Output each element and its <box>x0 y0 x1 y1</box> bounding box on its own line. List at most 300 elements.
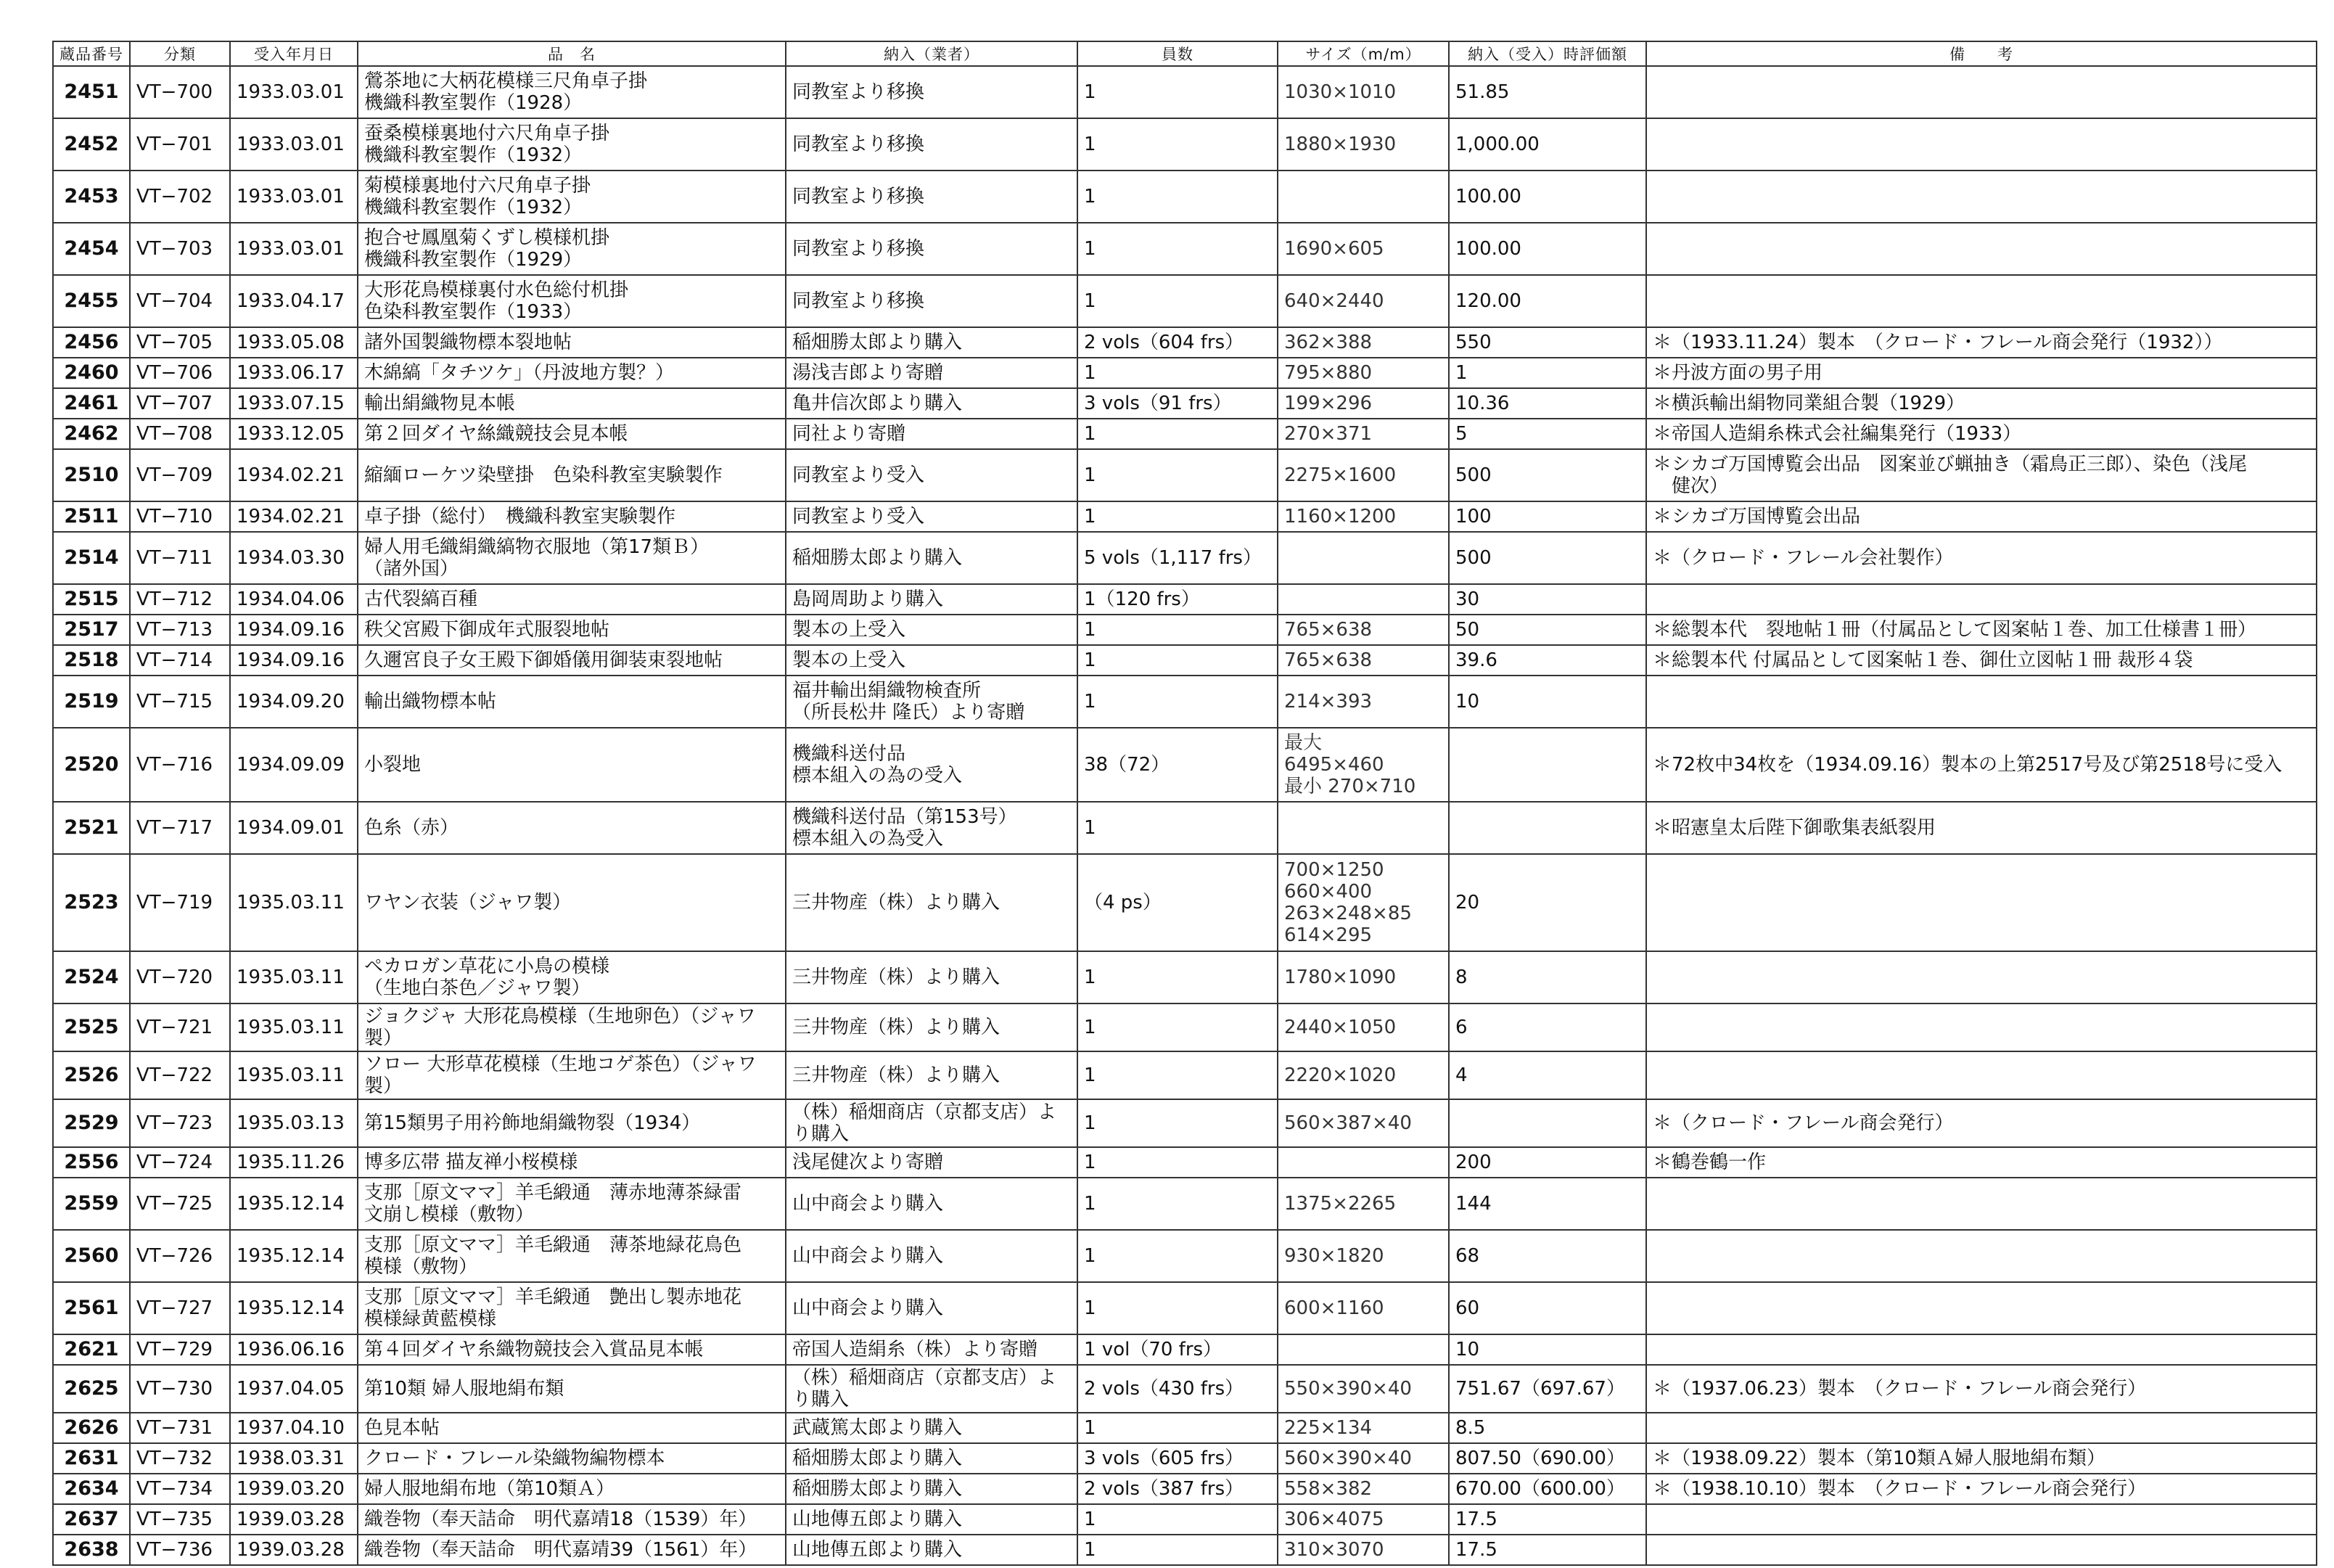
cell-category: VT−707 <box>130 388 230 419</box>
cell-remarks: ＊（クロード・フレール商会発行） <box>1646 1099 2317 1147</box>
cell-remarks <box>1646 275 2317 327</box>
cell-item-name: 輸出絹織物見本帳 <box>358 388 786 419</box>
cell-date: 1939.03.20 <box>230 1474 358 1504</box>
cell-supplier: 三井物産（株）より購入 <box>786 854 1077 951</box>
table-row <box>53 951 2317 1003</box>
cell-value: 4 <box>1449 1051 1646 1099</box>
table-row <box>53 1365 2317 1413</box>
cell-item-number: 2453 <box>53 171 130 223</box>
cell-item-number: 2520 <box>53 728 130 802</box>
cell-quantity: 1 <box>1077 615 1278 645</box>
cell-quantity: 5 vols（1,117 frs） <box>1077 532 1278 584</box>
cell-date: 1933.06.17 <box>230 358 358 388</box>
cell-quantity: 1 <box>1077 1099 1278 1147</box>
cell-item-name: 第４回ダイヤ糸織物競技会入賞品見本帳 <box>358 1334 786 1365</box>
cell-size: 765×638 <box>1278 645 1449 676</box>
cell-date: 1934.02.21 <box>230 501 358 532</box>
cell-date: 1935.03.13 <box>230 1099 358 1147</box>
catalog-table <box>52 41 2317 1566</box>
cell-remarks: ＊（1938.10.10）製本 （クロード・フレール商会発行） <box>1646 1474 2317 1504</box>
cell-quantity: 3 vols（605 frs） <box>1077 1443 1278 1474</box>
cell-item-name: 婦人用毛織絹織縞物衣服地（第17類Ｂ） （諸外国） <box>358 532 786 584</box>
cell-quantity: 1 <box>1077 802 1278 854</box>
cell-quantity: 1 <box>1077 223 1278 275</box>
cell-item-number: 2529 <box>53 1099 130 1147</box>
cell-value: 100.00 <box>1449 223 1646 275</box>
table-row <box>53 1178 2317 1230</box>
cell-size: 700×1250 660×400 263×248×85 614×295 <box>1278 854 1449 951</box>
table-row <box>53 501 2317 532</box>
cell-item-name: 久邇宮良子女王殿下御婚儀用御装束裂地帖 <box>358 645 786 676</box>
cell-item-number: 2514 <box>53 532 130 584</box>
cell-date: 1933.05.08 <box>230 327 358 358</box>
cell-value: 120.00 <box>1449 275 1646 327</box>
cell-supplier: 山中商会より購入 <box>786 1230 1077 1282</box>
cell-supplier: 製本の上受入 <box>786 615 1077 645</box>
cell-supplier: 同教室より移換 <box>786 223 1077 275</box>
cell-item-name: 縮緬ローケツ染壁掛 色染科教室実験製作 <box>358 449 786 501</box>
table-row <box>53 118 2317 171</box>
cell-quantity: 1 <box>1077 645 1278 676</box>
table-row <box>53 1443 2317 1474</box>
cell-size: 2275×1600 <box>1278 449 1449 501</box>
table-row <box>53 327 2317 358</box>
cell-item-name: 支那［原文ママ］羊毛緞通 薄茶地緑花鳥色 模様（敷物） <box>358 1230 786 1282</box>
cell-value: 807.50（690.00） <box>1449 1443 1646 1474</box>
cell-date: 1934.09.01 <box>230 802 358 854</box>
cell-quantity: 1（120 frs） <box>1077 584 1278 615</box>
cell-category: VT−702 <box>130 171 230 223</box>
table-row <box>53 1282 2317 1334</box>
cell-item-number: 2452 <box>53 118 130 171</box>
cell-remarks: ＊昭憲皇太后陛下御歌集表紙裂用 <box>1646 802 2317 854</box>
table-row <box>53 1334 2317 1365</box>
cell-size: 795×880 <box>1278 358 1449 388</box>
cell-date: 1935.03.11 <box>230 1051 358 1099</box>
cell-category: VT−708 <box>130 419 230 449</box>
table-row <box>53 1147 2317 1178</box>
cell-quantity: 1 <box>1077 118 1278 171</box>
header-date: 受入年月日 <box>230 41 358 66</box>
cell-category: VT−719 <box>130 854 230 951</box>
cell-date: 1937.04.10 <box>230 1413 358 1443</box>
cell-remarks <box>1646 1178 2317 1230</box>
cell-supplier: 稲畑勝太郎より購入 <box>786 327 1077 358</box>
cell-remarks: ＊総製本代 付属品として図案帖１巻、御仕立図帖１冊 裁形４袋 <box>1646 645 2317 676</box>
cell-supplier: 山地傳五郎より購入 <box>786 1504 1077 1535</box>
cell-value: 17.5 <box>1449 1504 1646 1535</box>
cell-supplier: 同教室より受入 <box>786 501 1077 532</box>
cell-item-name: 織巻物（奉天詰命 明代嘉靖18（1539）年） <box>358 1504 786 1535</box>
table-row <box>53 1051 2317 1099</box>
cell-date: 1933.04.17 <box>230 275 358 327</box>
cell-remarks <box>1646 223 2317 275</box>
cell-item-name: 織巻物（奉天詰命 明代嘉靖39（1561）年） <box>358 1535 786 1565</box>
cell-item-number: 2461 <box>53 388 130 419</box>
cell-quantity: 1 <box>1077 449 1278 501</box>
cell-value <box>1449 802 1646 854</box>
cell-item-number: 2517 <box>53 615 130 645</box>
cell-value: 100 <box>1449 501 1646 532</box>
cell-size: 558×382 <box>1278 1474 1449 1504</box>
cell-item-number: 2519 <box>53 676 130 728</box>
cell-category: VT−723 <box>130 1099 230 1147</box>
cell-remarks <box>1646 118 2317 171</box>
cell-category: VT−720 <box>130 951 230 1003</box>
cell-category: VT−727 <box>130 1282 230 1334</box>
cell-item-number: 2556 <box>53 1147 130 1178</box>
cell-value <box>1449 1099 1646 1147</box>
cell-size: 362×388 <box>1278 327 1449 358</box>
cell-category: VT−700 <box>130 66 230 118</box>
cell-size: 1880×1930 <box>1278 118 1449 171</box>
cell-date: 1935.12.14 <box>230 1178 358 1230</box>
cell-remarks <box>1646 1282 2317 1334</box>
cell-supplier: 山中商会より購入 <box>786 1178 1077 1230</box>
cell-date: 1934.03.30 <box>230 532 358 584</box>
cell-category: VT−730 <box>130 1365 230 1413</box>
table-row <box>53 1230 2317 1282</box>
cell-size: 199×296 <box>1278 388 1449 419</box>
cell-item-name: ワヤン衣装（ジャワ製） <box>358 854 786 951</box>
cell-value: 670.00（600.00） <box>1449 1474 1646 1504</box>
cell-date: 1936.06.16 <box>230 1334 358 1365</box>
cell-item-name: 第15類男子用衿飾地絹織物裂（1934） <box>358 1099 786 1147</box>
cell-remarks <box>1646 584 2317 615</box>
cell-date: 1933.03.01 <box>230 66 358 118</box>
cell-remarks: ＊（クロード・フレール会社製作） <box>1646 532 2317 584</box>
cell-item-name: 秩父宮殿下御成年式服裂地帖 <box>358 615 786 645</box>
cell-category: VT−704 <box>130 275 230 327</box>
cell-item-number: 2621 <box>53 1334 130 1365</box>
cell-value: 500 <box>1449 449 1646 501</box>
cell-supplier: 同教室より移換 <box>786 66 1077 118</box>
cell-item-number: 2511 <box>53 501 130 532</box>
cell-date: 1939.03.28 <box>230 1535 358 1565</box>
table-row <box>53 728 2317 802</box>
cell-item-name: 蚕桑模様裏地付六尺角卓子掛 機織科教室製作（1932） <box>358 118 786 171</box>
cell-quantity: 3 vols（91 frs） <box>1077 388 1278 419</box>
cell-value: 60 <box>1449 1282 1646 1334</box>
cell-supplier: 三井物産（株）より購入 <box>786 1003 1077 1051</box>
cell-item-number: 2560 <box>53 1230 130 1282</box>
cell-quantity: 1 <box>1077 501 1278 532</box>
cell-item-number: 2515 <box>53 584 130 615</box>
cell-size: 1160×1200 <box>1278 501 1449 532</box>
table-row <box>53 645 2317 676</box>
cell-supplier: 製本の上受入 <box>786 645 1077 676</box>
cell-item-number: 2518 <box>53 645 130 676</box>
cell-supplier: 山中商会より購入 <box>786 1282 1077 1334</box>
cell-quantity: 38（72） <box>1077 728 1278 802</box>
cell-size: 640×2440 <box>1278 275 1449 327</box>
cell-supplier: 同教室より移換 <box>786 275 1077 327</box>
cell-quantity: 1 <box>1077 1003 1278 1051</box>
cell-item-name: ジョクジャ 大形花鳥模様（生地卵色）（ジャワ製） <box>358 1003 786 1051</box>
cell-item-number: 2561 <box>53 1282 130 1334</box>
header-row <box>53 41 2317 66</box>
cell-supplier: 稲畑勝太郎より購入 <box>786 532 1077 584</box>
cell-value: 550 <box>1449 327 1646 358</box>
cell-value: 10.36 <box>1449 388 1646 419</box>
cell-date: 1935.12.14 <box>230 1230 358 1282</box>
cell-value <box>1449 728 1646 802</box>
cell-remarks: ＊丹波方面の男子用 <box>1646 358 2317 388</box>
cell-remarks: ＊シカゴ万国博覧会出品 <box>1646 501 2317 532</box>
cell-quantity: 1 <box>1077 1178 1278 1230</box>
cell-category: VT−722 <box>130 1051 230 1099</box>
cell-category: VT−734 <box>130 1474 230 1504</box>
cell-category: VT−713 <box>130 615 230 645</box>
header-remarks: 備 考 <box>1646 41 2317 66</box>
cell-date: 1933.07.15 <box>230 388 358 419</box>
cell-quantity: 1 <box>1077 1230 1278 1282</box>
cell-category: VT−706 <box>130 358 230 388</box>
cell-item-number: 2634 <box>53 1474 130 1504</box>
cell-supplier: （株）稲畑商店（京都支店）より購入 <box>786 1365 1077 1413</box>
table-row <box>53 1535 2317 1565</box>
cell-size: 1780×1090 <box>1278 951 1449 1003</box>
table-row <box>53 676 2317 728</box>
cell-date: 1934.09.16 <box>230 645 358 676</box>
cell-item-number: 2451 <box>53 66 130 118</box>
cell-remarks <box>1646 854 2317 951</box>
cell-quantity: （4 ps） <box>1077 854 1278 951</box>
cell-remarks <box>1646 951 2317 1003</box>
cell-remarks <box>1646 66 2317 118</box>
cell-size: 270×371 <box>1278 419 1449 449</box>
cell-size: 214×393 <box>1278 676 1449 728</box>
cell-item-name: 抱合せ鳳凰菊くずし模様机掛 機織科教室製作（1929） <box>358 223 786 275</box>
cell-item-number: 2454 <box>53 223 130 275</box>
cell-item-number: 2455 <box>53 275 130 327</box>
cell-quantity: 1 <box>1077 171 1278 223</box>
cell-supplier: 同教室より移換 <box>786 171 1077 223</box>
cell-remarks: ＊（1933.11.24）製本 （クロード・フレール商会発行（1932）） <box>1646 327 2317 358</box>
cell-item-name: 婦人服地絹布地（第10類Ａ） <box>358 1474 786 1504</box>
cell-size: 2220×1020 <box>1278 1051 1449 1099</box>
cell-size: 765×638 <box>1278 615 1449 645</box>
table-row <box>53 275 2317 327</box>
cell-item-name: 諸外国製織物標本裂地帖 <box>358 327 786 358</box>
cell-supplier: 帝国人造絹糸（株）より寄贈 <box>786 1334 1077 1365</box>
cell-quantity: 2 vols（604 frs） <box>1077 327 1278 358</box>
cell-value: 17.5 <box>1449 1535 1646 1565</box>
cell-item-name: 菊模様裏地付六尺角卓子掛 機織科教室製作（1932） <box>358 171 786 223</box>
cell-date: 1935.11.26 <box>230 1147 358 1178</box>
cell-item-name: 第10類 婦人服地絹布類 <box>358 1365 786 1413</box>
cell-remarks <box>1646 1051 2317 1099</box>
cell-supplier: 福井輸出絹織物検査所 （所長松井 隆氏）より寄贈 <box>786 676 1077 728</box>
cell-supplier: 機織科送付品 標本組入の為の受入 <box>786 728 1077 802</box>
cell-quantity: 1 <box>1077 1535 1278 1565</box>
cell-supplier: 島岡周助より購入 <box>786 584 1077 615</box>
cell-value: 1 <box>1449 358 1646 388</box>
cell-quantity: 1 <box>1077 1413 1278 1443</box>
cell-item-name: 博多広帯 描友禅小桜模様 <box>358 1147 786 1178</box>
cell-date: 1939.03.28 <box>230 1504 358 1535</box>
table-row <box>53 419 2317 449</box>
cell-category: VT−726 <box>130 1230 230 1282</box>
cell-remarks <box>1646 1334 2317 1365</box>
cell-quantity: 1 vol（70 frs） <box>1077 1334 1278 1365</box>
cell-item-number: 2510 <box>53 449 130 501</box>
cell-remarks: ＊横浜輸出絹物同業組合製（1929） <box>1646 388 2317 419</box>
cell-item-name: 大形花鳥模様裏付水色総付机掛 色染科教室製作（1933） <box>358 275 786 327</box>
cell-value: 30 <box>1449 584 1646 615</box>
table-row <box>53 449 2317 501</box>
cell-remarks: ＊シカゴ万国博覧会出品 図案並び蝋抽き（霜鳥正三郎）、染色（浅尾 健次） <box>1646 449 2317 501</box>
cell-value: 10 <box>1449 1334 1646 1365</box>
cell-date: 1934.04.06 <box>230 584 358 615</box>
cell-item-number: 2638 <box>53 1535 130 1565</box>
cell-item-name: 卓子掛（総付） 機織科教室実験製作 <box>358 501 786 532</box>
cell-value: 51.85 <box>1449 66 1646 118</box>
cell-size: 1690×605 <box>1278 223 1449 275</box>
catalog-sheet <box>52 41 2316 1566</box>
cell-value: 8.5 <box>1449 1413 1646 1443</box>
cell-quantity: 1 <box>1077 358 1278 388</box>
cell-item-number: 2625 <box>53 1365 130 1413</box>
cell-category: VT−710 <box>130 501 230 532</box>
cell-remarks <box>1646 1535 2317 1565</box>
cell-quantity: 1 <box>1077 676 1278 728</box>
cell-item-name: クロード・フレール染織物編物標本 <box>358 1443 786 1474</box>
cell-item-name: 鶯茶地に大柄花模様三尺角卓子掛 機織科教室製作（1928） <box>358 66 786 118</box>
cell-size <box>1278 584 1449 615</box>
cell-item-name: 色糸（赤） <box>358 802 786 854</box>
cell-category: VT−709 <box>130 449 230 501</box>
cell-date: 1935.03.11 <box>230 1003 358 1051</box>
cell-date: 1933.03.01 <box>230 223 358 275</box>
cell-remarks: ＊（1938.09.22）製本（第10類Ａ婦人服地絹布類） <box>1646 1443 2317 1474</box>
cell-supplier: 亀井信次郎より購入 <box>786 388 1077 419</box>
table-row <box>53 1413 2317 1443</box>
cell-size: 560×390×40 <box>1278 1443 1449 1474</box>
cell-value: 200 <box>1449 1147 1646 1178</box>
cell-item-number: 2460 <box>53 358 130 388</box>
table-row <box>53 171 2317 223</box>
cell-item-name: 支那［原文ママ］羊毛緞通 薄赤地薄茶緑雷 文崩し模様（敷物） <box>358 1178 786 1230</box>
cell-size <box>1278 802 1449 854</box>
cell-item-name: 木綿縞「タチツケ」（丹波地方製？） <box>358 358 786 388</box>
cell-value: 8 <box>1449 951 1646 1003</box>
cell-item-number: 2525 <box>53 1003 130 1051</box>
cell-date: 1935.12.14 <box>230 1282 358 1334</box>
cell-item-number: 2462 <box>53 419 130 449</box>
cell-remarks: ＊72枚中34枚を（1934.09.16）製本の上第2517号及び第2518号に受入 <box>1646 728 2317 802</box>
cell-value: 751.67（697.67） <box>1449 1365 1646 1413</box>
cell-item-number: 2631 <box>53 1443 130 1474</box>
table-body <box>53 66 2317 1565</box>
cell-item-number: 2521 <box>53 802 130 854</box>
cell-item-name: ソロー 大形草花模様（生地コゲ茶色）（ジャワ製） <box>358 1051 786 1099</box>
cell-supplier: 三井物産（株）より購入 <box>786 951 1077 1003</box>
cell-size <box>1278 532 1449 584</box>
cell-item-number: 2456 <box>53 327 130 358</box>
cell-size: 225×134 <box>1278 1413 1449 1443</box>
cell-date: 1934.09.09 <box>230 728 358 802</box>
cell-size: 600×1160 <box>1278 1282 1449 1334</box>
table-row <box>53 1099 2317 1147</box>
cell-date: 1933.12.05 <box>230 419 358 449</box>
cell-category: VT−711 <box>130 532 230 584</box>
cell-supplier: 機織科送付品（第153号） 標本組入の為受入 <box>786 802 1077 854</box>
cell-date: 1938.03.31 <box>230 1443 358 1474</box>
table-row <box>53 584 2317 615</box>
cell-value: 50 <box>1449 615 1646 645</box>
cell-value: 1,000.00 <box>1449 118 1646 171</box>
cell-value: 39.6 <box>1449 645 1646 676</box>
cell-supplier: 三井物産（株）より購入 <box>786 1051 1077 1099</box>
cell-supplier: 山地傳五郎より購入 <box>786 1535 1077 1565</box>
cell-item-name: 支那［原文ママ］羊毛緞通 艶出し製赤地花 模様緑黄藍模様 <box>358 1282 786 1334</box>
cell-size <box>1278 1147 1449 1178</box>
table-row <box>53 1504 2317 1535</box>
cell-item-name: ペカロガン草花に小鳥の模様 （生地白茶色／ジャワ製） <box>358 951 786 1003</box>
cell-size <box>1278 171 1449 223</box>
cell-item-number: 2523 <box>53 854 130 951</box>
cell-item-name: 小裂地 <box>358 728 786 802</box>
cell-item-name: 輸出織物標本帖 <box>358 676 786 728</box>
cell-supplier: （株）稲畑商店（京都支店）より購入 <box>786 1099 1077 1147</box>
table-row <box>53 223 2317 275</box>
cell-item-number: 2637 <box>53 1504 130 1535</box>
cell-category: VT−717 <box>130 802 230 854</box>
table-row <box>53 1474 2317 1504</box>
cell-remarks <box>1646 1504 2317 1535</box>
cell-value: 144 <box>1449 1178 1646 1230</box>
cell-date: 1935.03.11 <box>230 951 358 1003</box>
cell-category: VT−716 <box>130 728 230 802</box>
cell-quantity: 2 vols（387 frs） <box>1077 1474 1278 1504</box>
cell-quantity: 1 <box>1077 951 1278 1003</box>
cell-category: VT−703 <box>130 223 230 275</box>
cell-remarks: ＊総製本代 裂地帖１冊（付属品として図案帖１巻、加工仕様書１冊） <box>1646 615 2317 645</box>
cell-category: VT−725 <box>130 1178 230 1230</box>
cell-category: VT−731 <box>130 1413 230 1443</box>
header-size: サイズ（m/m） <box>1278 41 1449 66</box>
table-row <box>53 1003 2317 1051</box>
cell-date: 1934.09.20 <box>230 676 358 728</box>
cell-value: 5 <box>1449 419 1646 449</box>
table-row <box>53 532 2317 584</box>
cell-category: VT−705 <box>130 327 230 358</box>
cell-remarks <box>1646 171 2317 223</box>
cell-category: VT−715 <box>130 676 230 728</box>
cell-size: 550×390×40 <box>1278 1365 1449 1413</box>
cell-supplier: 浅尾健次より寄贈 <box>786 1147 1077 1178</box>
cell-remarks: ＊鶴巻鶴一作 <box>1646 1147 2317 1178</box>
cell-quantity: 1 <box>1077 419 1278 449</box>
cell-value: 68 <box>1449 1230 1646 1282</box>
cell-value: 20 <box>1449 854 1646 951</box>
cell-size: 560×387×40 <box>1278 1099 1449 1147</box>
cell-size: 最大 6495×460 最小 270×710 <box>1278 728 1449 802</box>
cell-remarks <box>1646 1413 2317 1443</box>
cell-size: 930×1820 <box>1278 1230 1449 1282</box>
cell-quantity: 1 <box>1077 1282 1278 1334</box>
header-category: 分類 <box>130 41 230 66</box>
cell-date: 1934.02.21 <box>230 449 358 501</box>
cell-date: 1933.03.01 <box>230 118 358 171</box>
cell-category: VT−729 <box>130 1334 230 1365</box>
header-supplier: 納入（業者） <box>786 41 1077 66</box>
table-row <box>53 854 2317 951</box>
cell-quantity: 2 vols（430 frs） <box>1077 1365 1278 1413</box>
cell-category: VT−721 <box>130 1003 230 1051</box>
cell-size: 310×3070 <box>1278 1535 1449 1565</box>
